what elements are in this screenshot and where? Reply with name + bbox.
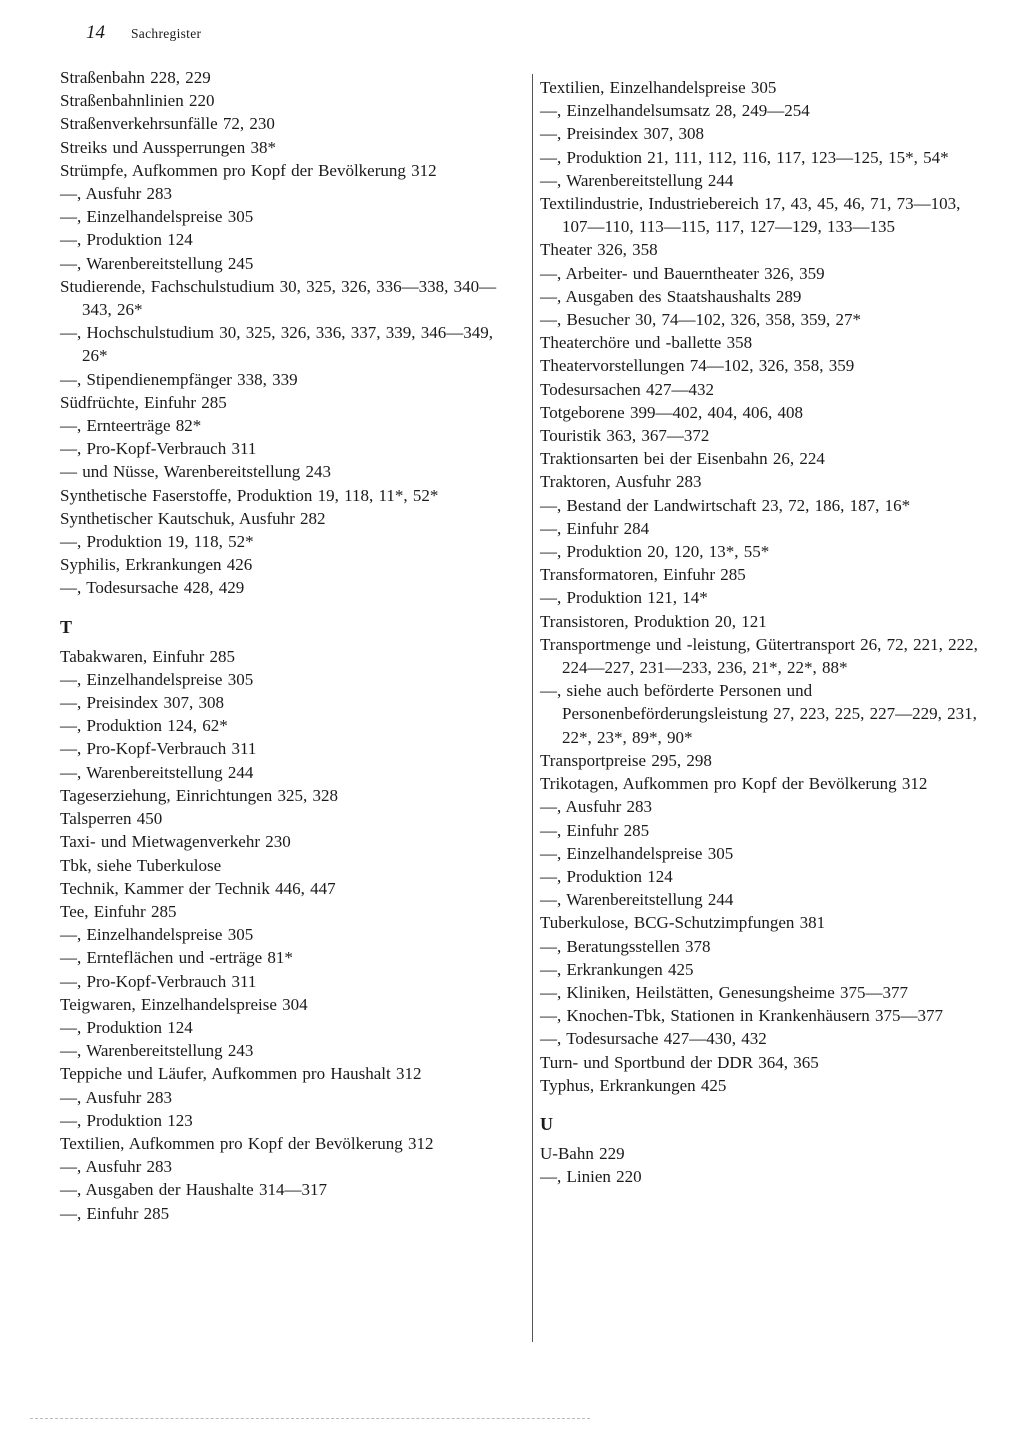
- index-entry: —, Einzelhandelsumsatz 28, 249—254: [540, 101, 810, 121]
- index-entry: —, Einzelhandelspreise 305: [540, 843, 734, 863]
- running-head: Sachregister: [131, 26, 202, 41]
- index-entries-t: [60, 645, 500, 1225]
- index-entry: —, Beratungsstellen 378: [540, 936, 711, 956]
- index-entry: —, Todesursache 427—430, 432: [540, 1029, 767, 1049]
- index-entry: Syphilis, Erkrankungen 426: [60, 555, 253, 575]
- index-entry: —, Bestand der Landwirtschaft 23, 72, 186, 187, 16*: [540, 495, 911, 515]
- index-entry: —, Produktion 123: [60, 1110, 193, 1130]
- index-entry: Textilien, Einzelhandelspreise 305: [540, 78, 777, 97]
- index-entries-t-cont: [540, 76, 980, 1097]
- index-entry: —, Produktion 19, 118, 52*: [60, 532, 254, 552]
- bottom-rule: [30, 1418, 590, 1419]
- index-entry: —, Produktion 21, 111, 112, 116, 117, 123—125, 15*, 54*: [540, 147, 949, 167]
- index-entry: Touristik 363, 367—372: [540, 426, 710, 446]
- index-entry: —, Produktion 124: [60, 1017, 193, 1037]
- index-entry: —, Ernteerträge 82*: [60, 416, 202, 436]
- section-letter-t: T: [60, 616, 73, 637]
- index-entry: Transistoren, Produktion 20, 121: [540, 611, 767, 631]
- index-entry: —, Produktion 124: [540, 866, 673, 886]
- index-entry: —, Ernteflächen und -erträge 81*: [60, 948, 293, 968]
- index-entries-s: [60, 66, 500, 600]
- page-number: 14: [86, 22, 105, 43]
- index-entry: —, Ausfuhr 283: [60, 1087, 173, 1107]
- index-entry: — und Nüsse, Warenbereitstellung 243: [60, 462, 331, 482]
- index-entry: —, Produktion 124, 62*: [60, 716, 228, 736]
- index-entry: Theatervorstellungen 74—102, 326, 358, 359: [540, 356, 855, 376]
- index-entry: Technik, Kammer der Technik 446, 447: [60, 878, 336, 898]
- index-entry: Teigwaren, Einzelhandelspreise 304: [60, 994, 308, 1014]
- index-entry: Tbk, siehe Tuberkulose: [60, 855, 222, 875]
- index-entry: —, Einzelhandelspreise 305: [60, 669, 254, 689]
- page-header: [86, 22, 201, 50]
- index-entry: —, Erkrankungen 425: [540, 959, 694, 979]
- index-entry: —, Kliniken, Heilstätten, Genesungsheime 375—377: [540, 982, 909, 1002]
- index-entry: —, Pro-Kopf-Verbrauch 311: [60, 739, 257, 759]
- index-entry: Trikotagen, Aufkommen pro Kopf der Bevölkerung 312: [540, 774, 928, 794]
- index-entry: Traktoren, Ausfuhr 283: [540, 472, 702, 492]
- index-entry: —, Arbeiter- und Bauerntheater 326, 359: [540, 263, 825, 283]
- index-entry: Textilindustrie, Industriebereich 17, 43, 45, 46, 71, 73—103, 107—110, 113—115, 117, 127—129, 133—135: [540, 194, 961, 237]
- index-entry: —, Warenbereitstellung 245: [60, 253, 254, 273]
- index-entry: —, Ausfuhr 283: [60, 184, 173, 204]
- index-entry: —, Ausfuhr 283: [540, 797, 653, 817]
- index-entry: —, Warenbereitstellung 243: [60, 1041, 254, 1061]
- column-divider: [532, 74, 533, 1342]
- index-entry: —, Ausfuhr 283: [60, 1157, 173, 1177]
- index-entry: —, Produktion 121, 14*: [540, 588, 708, 608]
- index-entry: Streiks und Aussperrungen 38*: [60, 137, 276, 157]
- left-column: [60, 66, 500, 1225]
- index-entry: —, Einfuhr 285: [540, 820, 650, 840]
- index-entry: Strümpfe, Aufkommen pro Kopf der Bevölkerung 312: [60, 160, 437, 180]
- index-entry: Theater 326, 358: [540, 240, 658, 260]
- index-entry: Totgeborene 399—402, 404, 406, 408: [540, 402, 803, 422]
- index-entry: Tabakwaren, Einfuhr 285: [60, 646, 235, 666]
- index-entry: Tageserziehung, Einrichtungen 325, 328: [60, 785, 338, 805]
- index-entry: Straßenverkehrsunfälle 72, 230: [60, 114, 275, 134]
- index-entry: —, Preisindex 307, 308: [540, 124, 705, 144]
- index-entry: Straßenbahnlinien 220: [60, 91, 215, 111]
- index-entry: —, Preisindex 307, 308: [60, 693, 225, 713]
- index-entry: —, Knochen-Tbk, Stationen in Krankenhäusern 375—377: [540, 1006, 943, 1026]
- right-column: [540, 76, 980, 1188]
- index-entry: —, Linien 220: [540, 1167, 642, 1187]
- index-entry: —, Besucher 30, 74—102, 326, 358, 359, 27*: [540, 310, 862, 330]
- index-entry: —, siehe auch beförderte Personen und Personenbeförderungsleistung 27, 223, 225, 227—229, 231, 22*, 23*, 89*, 90*: [540, 681, 977, 747]
- index-entry: —, Produktion 124: [60, 230, 193, 250]
- index-entry: Taxi- und Mietwagenverkehr 230: [60, 832, 291, 852]
- index-entry: Teppiche und Läufer, Aufkommen pro Haushalt 312: [60, 1064, 422, 1084]
- index-entry: Transformatoren, Einfuhr 285: [540, 565, 746, 585]
- index-entries-u: [540, 1142, 980, 1188]
- index-entry: —, Einzelhandelspreise 305: [60, 207, 254, 227]
- index-entry: Todesursachen 427—432: [540, 379, 715, 399]
- index-entry: Straßenbahn 228, 229: [60, 68, 211, 87]
- index-entry: Talsperren 450: [60, 809, 163, 829]
- index-entry: —, Todesursache 428, 429: [60, 578, 245, 598]
- index-entry: —, Produktion 20, 120, 13*, 55*: [540, 542, 770, 562]
- index-entry: —, Hochschulstudium 30, 325, 326, 336, 337, 339, 346—349, 26*: [60, 323, 493, 366]
- index-entry: Typhus, Erkrankungen 425: [540, 1075, 727, 1095]
- index-entry: —, Einzelhandelspreise 305: [60, 925, 254, 945]
- index-entry: —, Warenbereitstellung 244: [60, 762, 254, 782]
- index-entry: —, Ausgaben der Haushalte 314—317: [60, 1180, 327, 1200]
- index-entry: Synthetische Faserstoffe, Produktion 19, 118, 11*, 52*: [60, 485, 439, 505]
- index-entry: Theaterchöre und -ballette 358: [540, 333, 753, 353]
- index-entry: —, Einfuhr 285: [60, 1203, 170, 1223]
- index-entry: U-Bahn 229: [540, 1143, 625, 1163]
- index-entry: Südfrüchte, Einfuhr 285: [60, 392, 227, 412]
- index-entry: Transportmenge und -leistung, Gütertransport 26, 72, 221, 222, 224—227, 231—233, 236, 21*, 22*, 88*: [540, 634, 978, 678]
- section-letter-u: U: [540, 1113, 553, 1134]
- index-entry: —, Pro-Kopf-Verbrauch 311: [60, 971, 257, 991]
- index-entry: Tuberkulose, BCG-Schutzimpfungen 381: [540, 913, 826, 933]
- index-entry: —, Einfuhr 284: [540, 518, 650, 538]
- index-entry: —, Warenbereitstellung 244: [540, 890, 734, 910]
- index-entry: Synthetischer Kautschuk, Ausfuhr 282: [60, 508, 326, 528]
- index-entry: Traktionsarten bei der Eisenbahn 26, 224: [540, 449, 825, 469]
- index-entry: Turn- und Sportbund der DDR 364, 365: [540, 1052, 819, 1072]
- index-entry: Textilien, Aufkommen pro Kopf der Bevölkerung 312: [60, 1133, 434, 1153]
- index-entry: Studierende, Fachschulstudium 30, 325, 326, 336—338, 340—343, 26*: [60, 276, 497, 320]
- index-entry: —, Warenbereitstellung 244: [540, 170, 734, 190]
- index-entry: Transportpreise 295, 298: [540, 750, 712, 770]
- index-entry: Tee, Einfuhr 285: [60, 901, 177, 921]
- index-entry: —, Ausgaben des Staatshaushalts 289: [540, 286, 802, 306]
- index-entry: —, Pro-Kopf-Verbrauch 311: [60, 439, 257, 459]
- index-entry: —, Stipendienempfänger 338, 339: [60, 369, 298, 389]
